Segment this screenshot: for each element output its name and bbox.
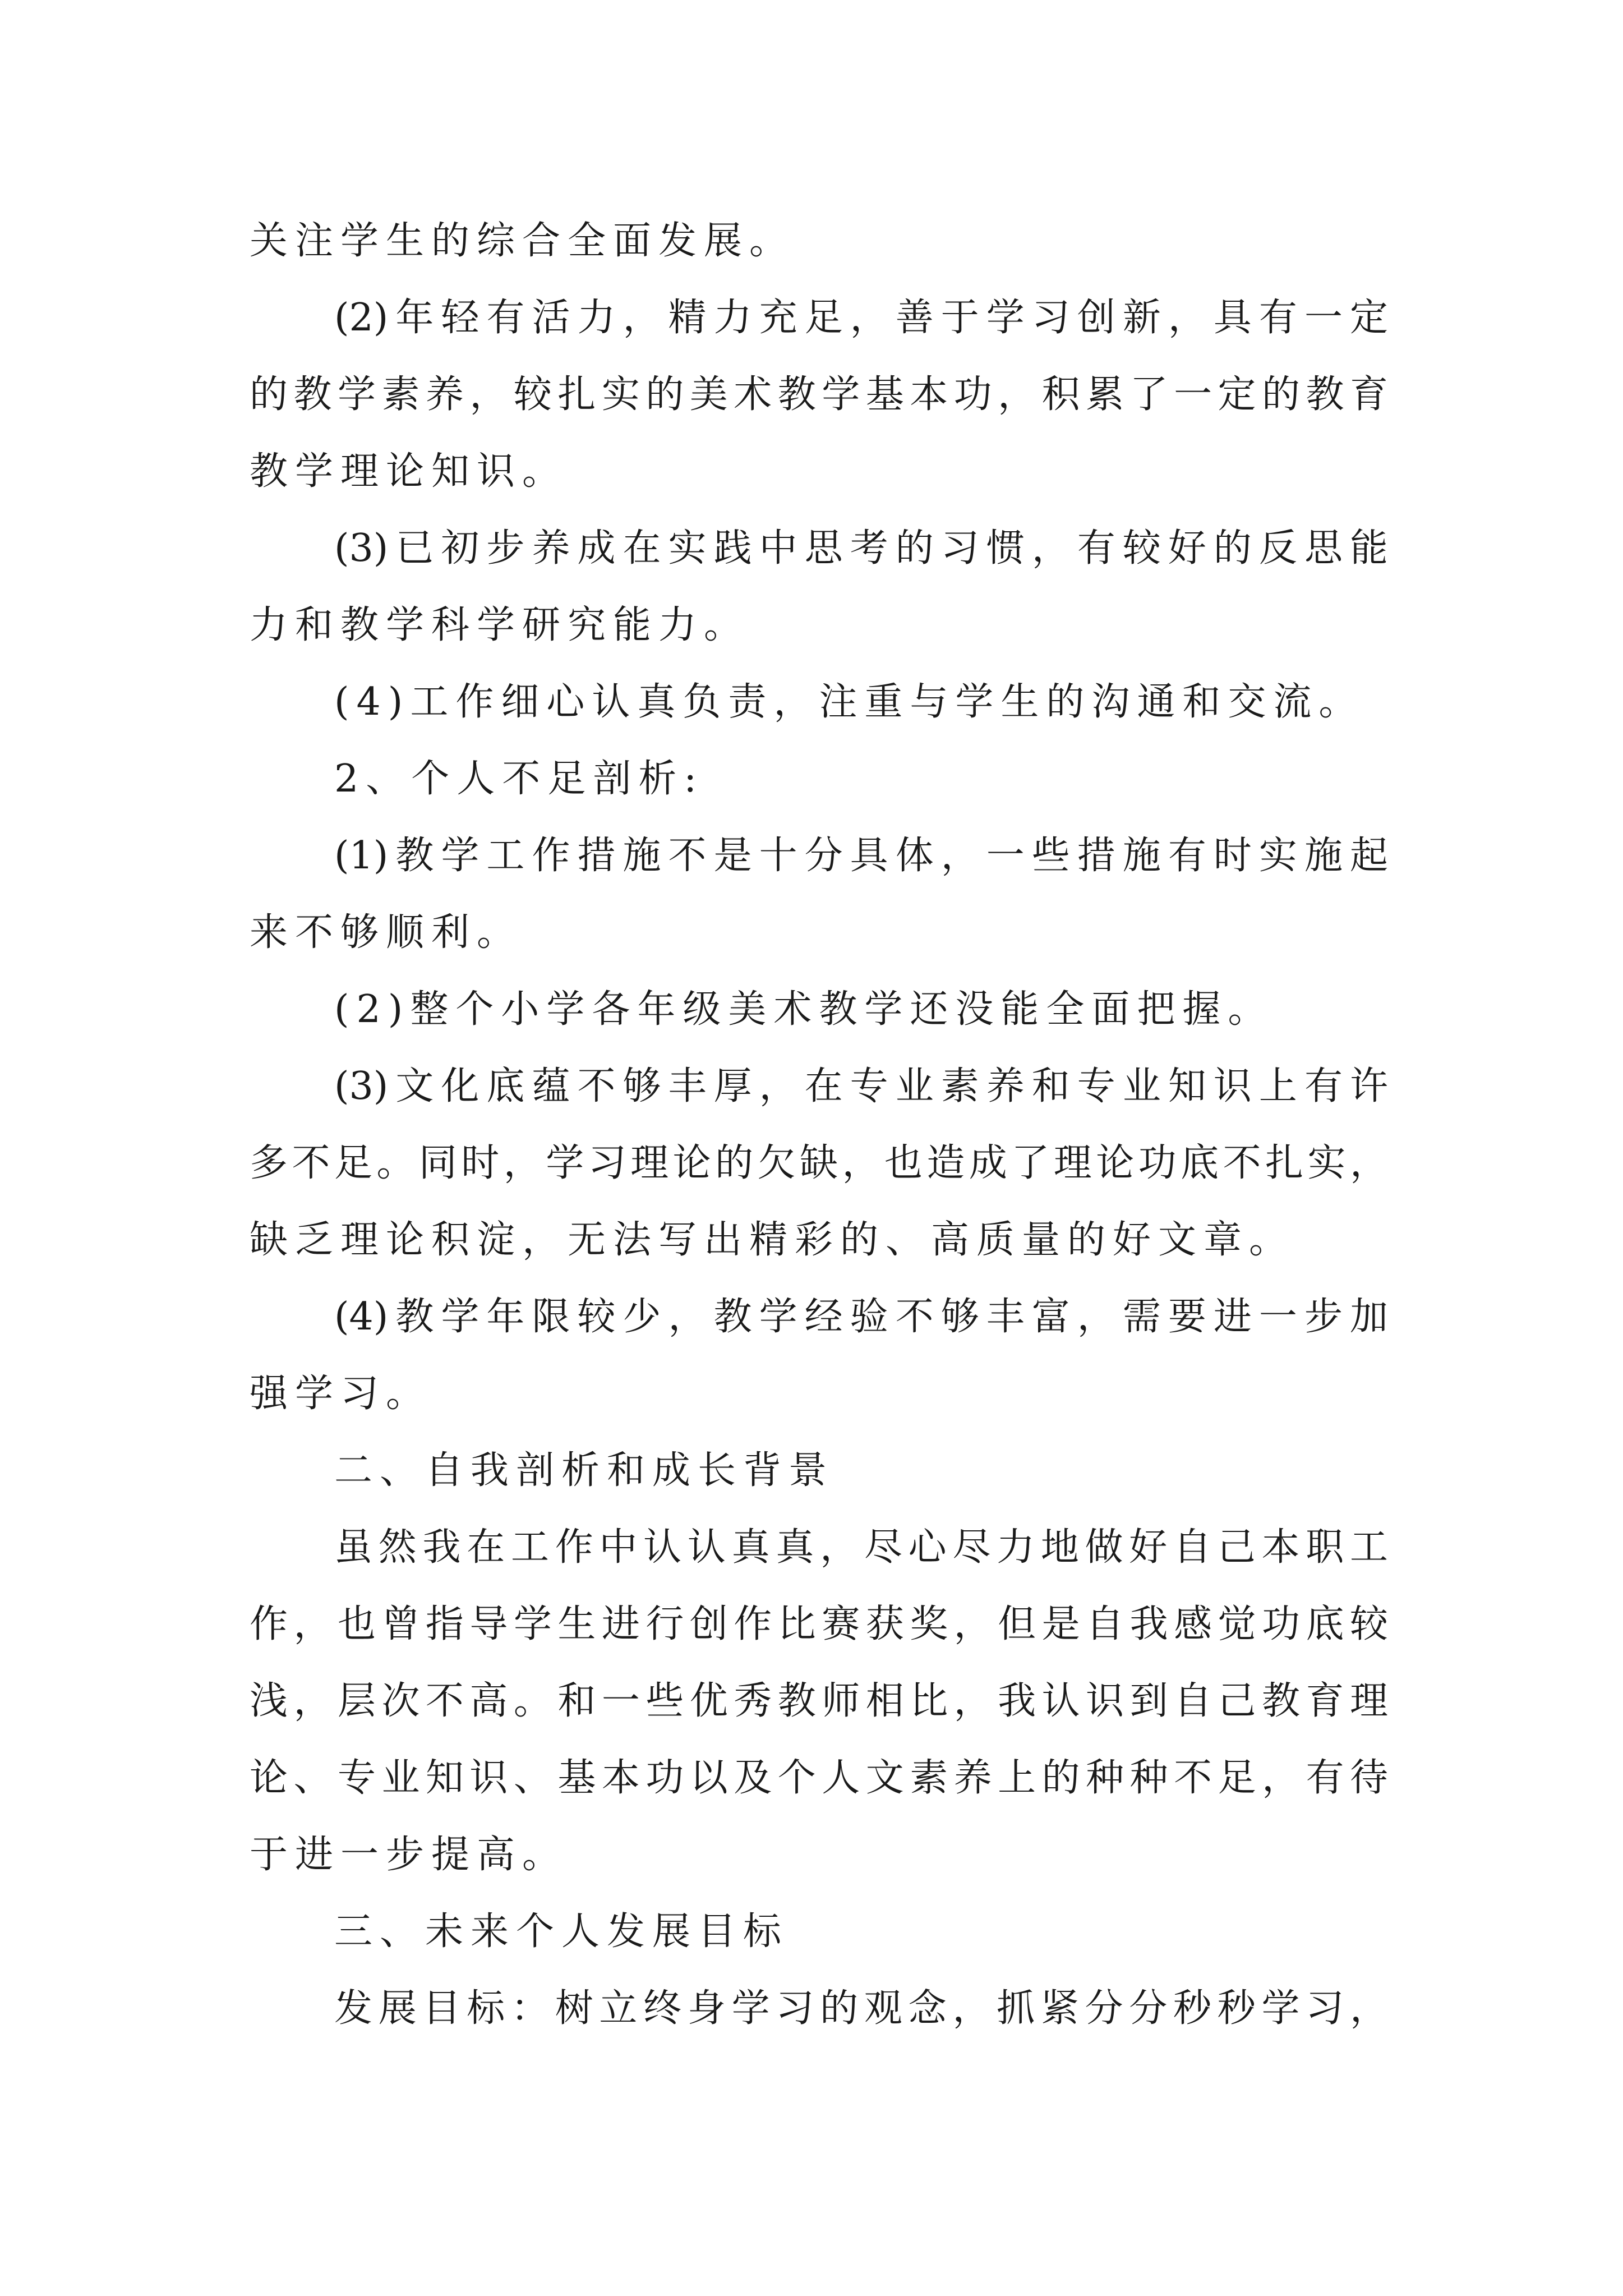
text-line: 教学理论知识。 bbox=[250, 449, 568, 494]
text-line: 力和教学科学研究能力。 bbox=[250, 603, 750, 647]
text-line: (1)教学工作措施不是十分具体，一些措施有时实施起 bbox=[334, 834, 1388, 878]
text-line: 关注学生的综合全面发展。 bbox=[250, 219, 795, 263]
text-line: (2)整个小学各年级美术教学还没能全面把握。 bbox=[334, 987, 1274, 1032]
text-line: 的教学素养，较扎实的美术教学基本功，积累了一定的教育 bbox=[250, 372, 1388, 417]
text-line: 来不够顺利。 bbox=[250, 910, 523, 955]
text-line: 多不足。同时，学习理论的欠缺，也造成了理论功底不扎实， bbox=[250, 1141, 1388, 1185]
text-line: 强学习。 bbox=[250, 1372, 432, 1416]
text-line: 发展目标：树立终身学习的观念，抓紧分分秒秒学习， bbox=[334, 1986, 1388, 2031]
text-line: (4)工作细心认真负责，注重与学生的沟通和交流。 bbox=[334, 680, 1364, 724]
section-heading: 二、自我剖析和成长背景 bbox=[334, 1448, 834, 1493]
text-line: 2、个人不足剖析: bbox=[334, 757, 704, 801]
text-line: 论、专业知识、基本功以及个人文素养上的种种不足，有待 bbox=[250, 1756, 1388, 1800]
text-line: (4)教学年限较少，教学经验不够丰富，需要进一步加 bbox=[334, 1295, 1388, 1339]
text-line: (3)文化底蕴不够丰厚，在专业素养和专业知识上有许 bbox=[334, 1064, 1388, 1108]
text-line: 虽然我在工作中认认真真，尽心尽力地做好自己本职工 bbox=[334, 1525, 1388, 1570]
text-line: 于进一步提高。 bbox=[250, 1833, 568, 1877]
text-line: (3)已初步养成在实践中思考的习惯，有较好的反思能 bbox=[334, 526, 1388, 570]
text-line: 缺乏理论积淀，无法写出精彩的、高质量的好文章。 bbox=[250, 1218, 1295, 1262]
text-line: 作，也曾指导学生进行创作比赛获奖，但是自我感觉功底较 bbox=[250, 1602, 1388, 1646]
text-line: (2)年轻有活力，精力充足，善于学习创新，具有一定 bbox=[334, 296, 1388, 340]
section-heading: 三、未来个人发展目标 bbox=[334, 1910, 789, 1954]
text-line: 浅，层次不高。和一些优秀教师相比，我认识到自己教育理 bbox=[250, 1679, 1388, 1723]
